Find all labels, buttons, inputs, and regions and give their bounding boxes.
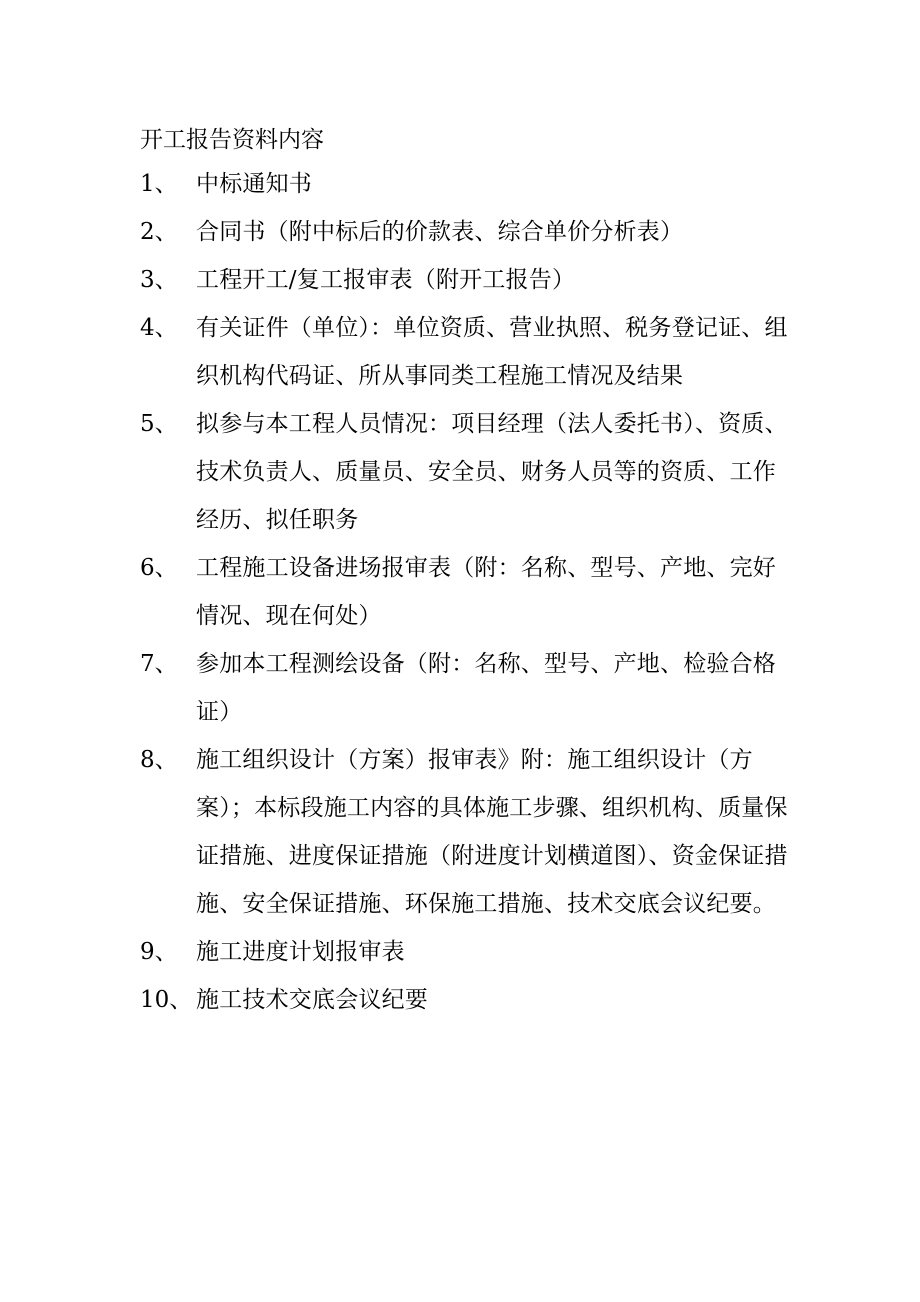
item-number: 10、 <box>140 987 193 1013</box>
item-text: 有关证件（单位）：单位资质、营业执照、税务登记证、组织机构代码证、所从事同类工程施工情况及结果 <box>196 315 788 389</box>
item-text: 参加本工程测绘设备（附：名称、型号、产地、检验合格证） <box>196 651 776 725</box>
item-text: 拟参与本工程人员情况：项目经理（法人委托书）、资质、技术负责人、质量员、安全员、财务人员等的资质、工作经历、拟任职务 <box>196 411 788 533</box>
list-item <box>140 256 790 304</box>
item-text: 合同书（附中标后的价款表、综合单价分析表） <box>196 219 684 245</box>
list-item <box>140 208 790 256</box>
list-item <box>140 160 790 208</box>
item-text: 施工进度计划报审表 <box>196 939 405 965</box>
document-title: 开工报告资料内容 <box>140 127 324 153</box>
item-number: 1、 <box>140 171 178 197</box>
item-text: 施工组织设计（方案）报审表》附：施工组织设计（方案）；本标段施工内容的具体施工步骤、组织机构、质量保证措施、进度保证措施（附进度计划横道图）、资金保证措施、安全保证措施、环保施工措施、技术交底会议纪要。 <box>196 747 788 917</box>
item-number: 3、 <box>140 267 178 293</box>
item-number: 5、 <box>140 411 178 437</box>
item-number: 8、 <box>140 747 178 773</box>
item-text: 中标通知书 <box>196 171 312 197</box>
list-item <box>140 304 790 400</box>
item-number: 9、 <box>140 939 178 965</box>
list-item <box>140 928 790 976</box>
list-item <box>140 640 790 736</box>
item-text: 施工技术交底会议纪要 <box>196 987 428 1013</box>
list-item <box>140 544 790 640</box>
list-item <box>140 400 790 544</box>
item-number: 7、 <box>140 651 178 677</box>
item-list <box>140 160 790 1024</box>
item-number: 6、 <box>140 555 178 581</box>
item-number: 2、 <box>140 219 178 245</box>
list-item <box>140 736 790 928</box>
list-item <box>140 976 790 1024</box>
item-number: 4、 <box>140 315 178 341</box>
item-text: 工程施工设备进场报审表（附：名称、型号、产地、完好情况、现在何处） <box>196 555 776 629</box>
item-text: 工程开工/复工报审表（附开工报告） <box>196 267 576 293</box>
